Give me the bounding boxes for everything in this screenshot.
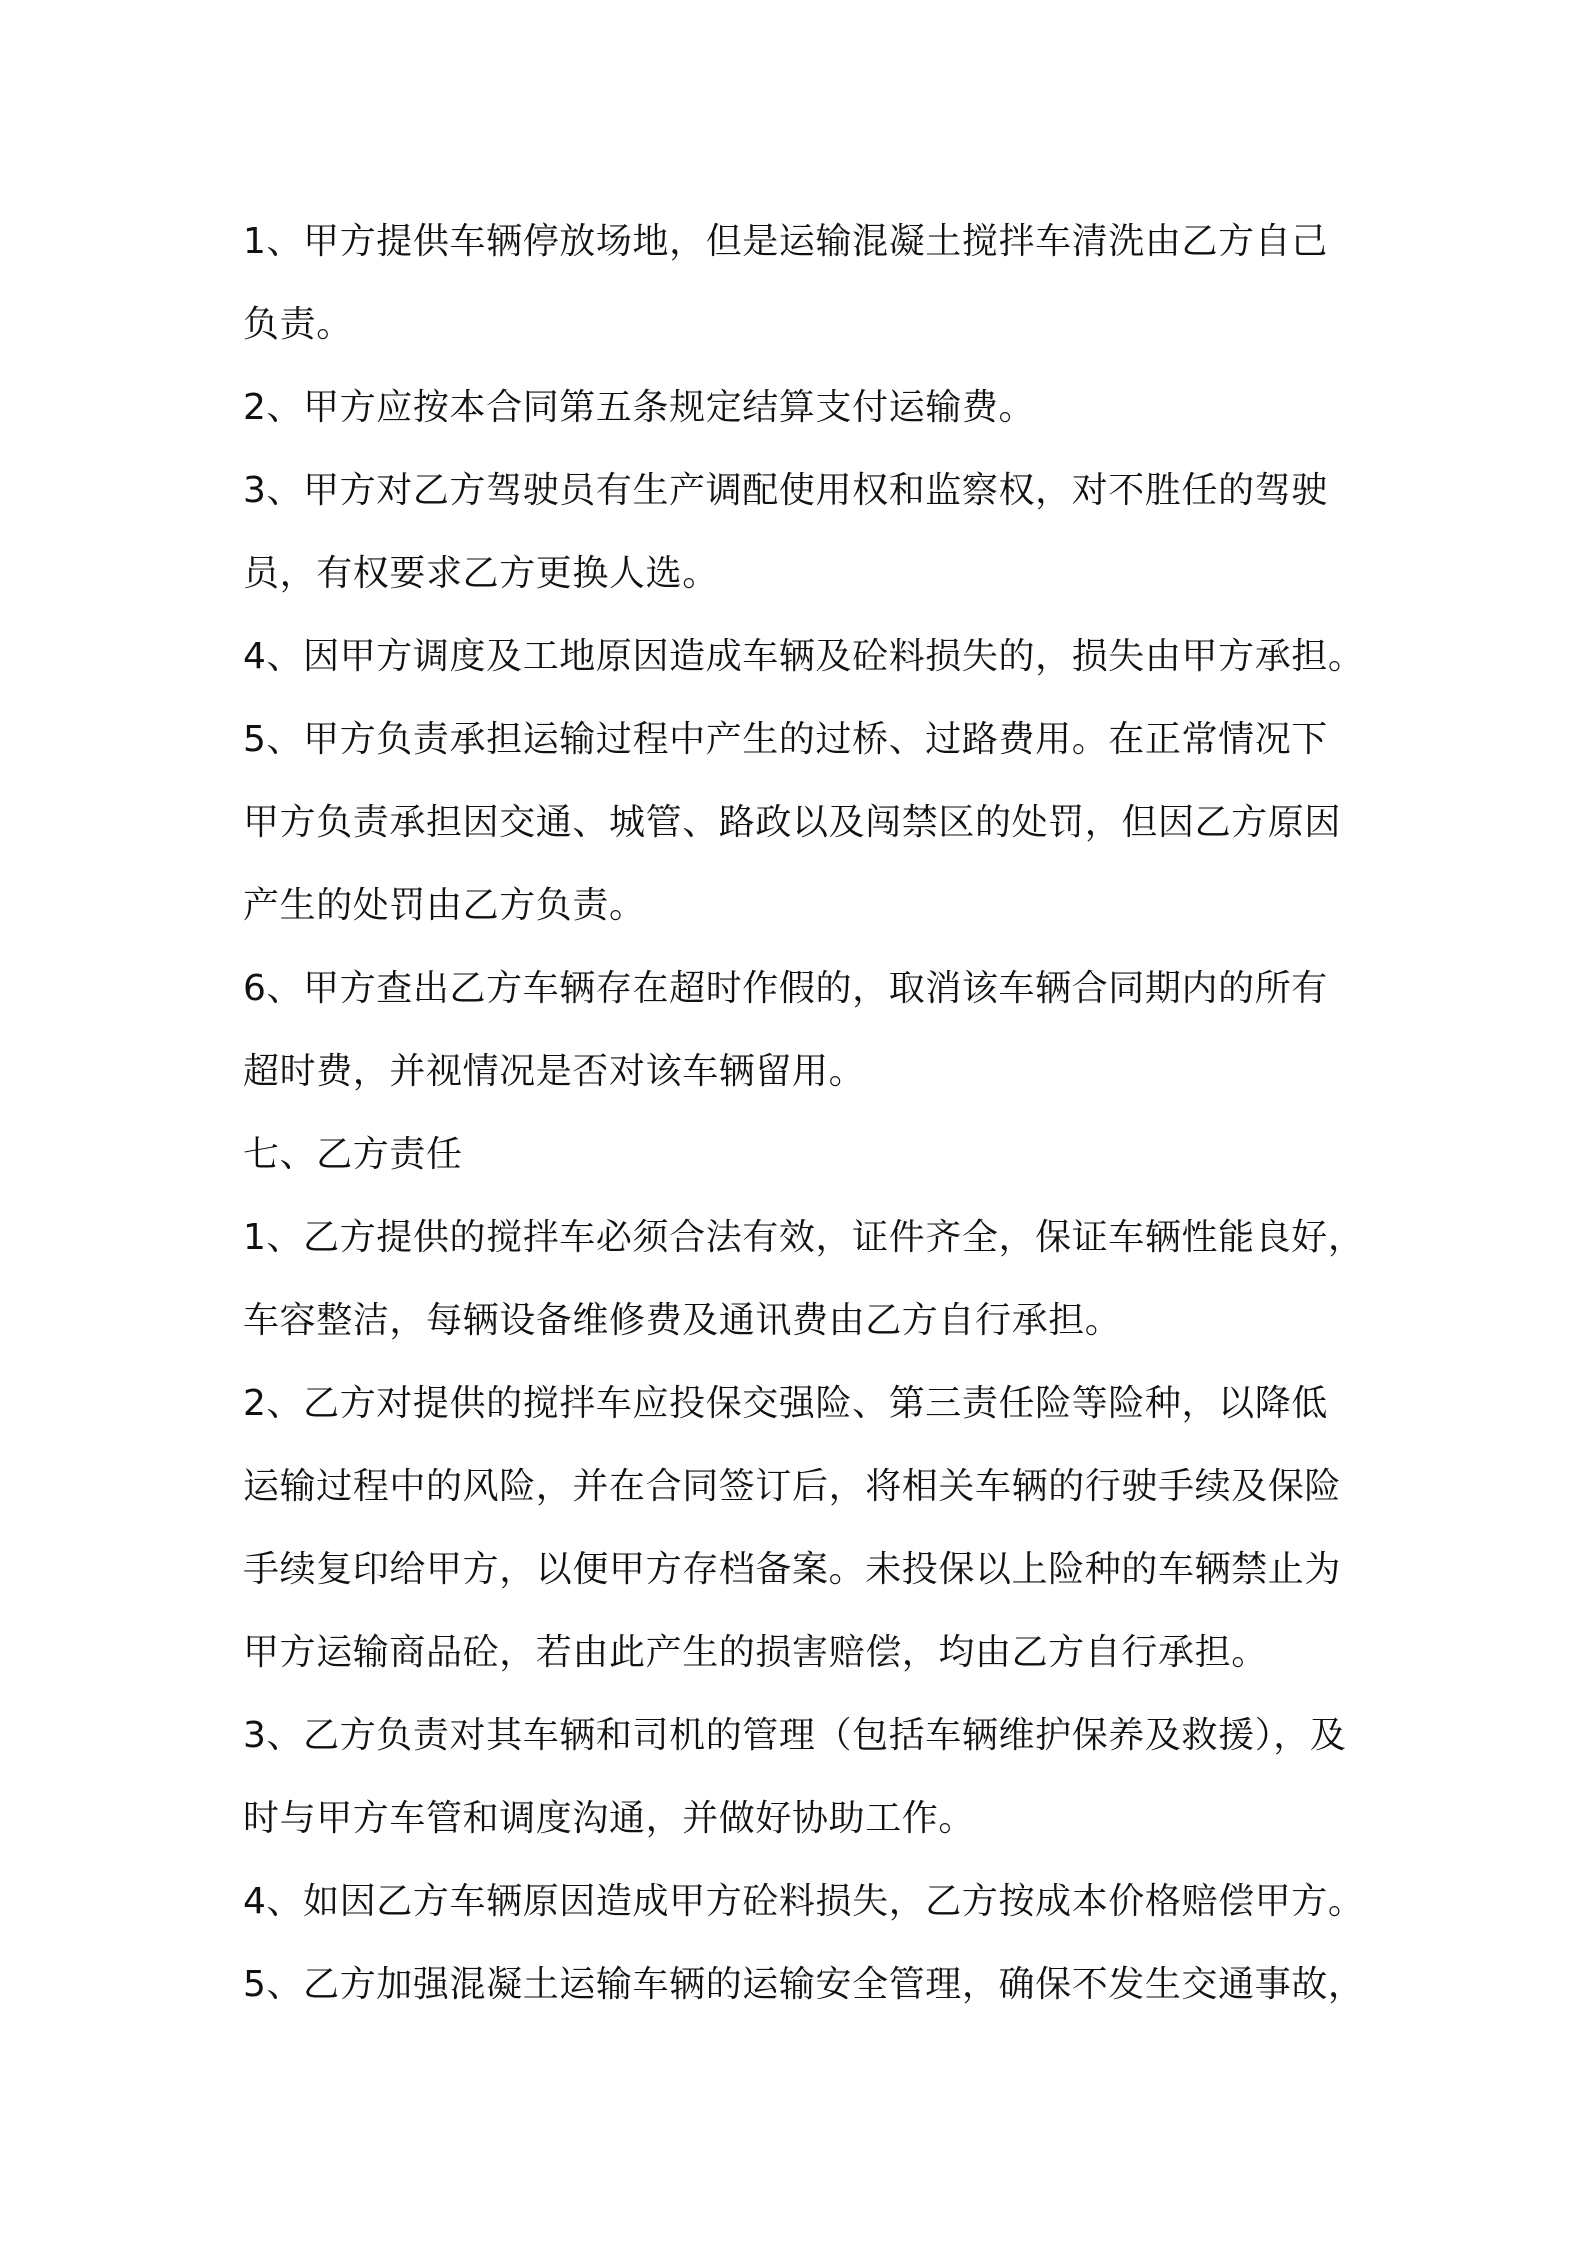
text-line: 3、乙方负责对其车辆和司机的管理（包括车辆维护保养及救援），及 [243, 1715, 1347, 1756]
section-heading: 七、乙方责任 [243, 1134, 463, 1175]
text-line: 甲方运输商品砼，若由此产生的损害赔偿，均由乙方自行承担。 [243, 1632, 1268, 1673]
text-line: 5、甲方负责承担运输过程中产生的过桥、过路费用。在正常情况下 [243, 719, 1328, 760]
text-line: 员，有权要求乙方更换人选。 [243, 553, 719, 594]
text-line: 产生的处罚由乙方负责。 [243, 885, 646, 926]
text-line: 甲方负责承担因交通、城管、路政以及闯禁区的处罚，但因乙方原因 [243, 802, 1342, 843]
text-line: 手续复印给甲方，以便甲方存档备案。未投保以上险种的车辆禁止为 [243, 1549, 1342, 1590]
text-line: 4、如因乙方车辆原因造成甲方砼料损失，乙方按成本价格赔偿甲方。 [243, 1881, 1365, 1922]
text-line: 1、甲方提供车辆停放场地，但是运输混凝土搅拌车清洗由乙方自己 [243, 221, 1328, 262]
text-line: 3、甲方对乙方驾驶员有生产调配使用权和监察权，对不胜任的驾驶 [243, 470, 1328, 511]
text-line: 超时费，并视情况是否对该车辆留用。 [243, 1051, 866, 1092]
text-line: 4、因甲方调度及工地原因造成车辆及砼料损失的，损失由甲方承担。 [243, 636, 1365, 677]
text-line: 2、甲方应按本合同第五条规定结算支付运输费。 [243, 387, 1036, 428]
text-line: 6、甲方查出乙方车辆存在超时作假的，取消该车辆合同期内的所有 [243, 968, 1328, 1009]
text-line: 1、乙方提供的搅拌车必须合法有效，证件齐全，保证车辆性能良好， [243, 1217, 1365, 1258]
text-line: 车容整洁，每辆设备维修费及通讯费由乙方自行承担。 [243, 1300, 1122, 1341]
text-line: 2、乙方对提供的搅拌车应投保交强险、第三责任险等险种，以降低 [243, 1383, 1328, 1424]
text-line: 5、乙方加强混凝土运输车辆的运输安全管理，确保不发生交通事故， [243, 1964, 1365, 2005]
text-line: 负责。 [243, 304, 353, 345]
text-line: 运输过程中的风险，并在合同签订后，将相关车辆的行驶手续及保险 [243, 1466, 1342, 1507]
document-body [243, 200, 1383, 2026]
text-line: 时与甲方车管和调度沟通，并做好协助工作。 [243, 1798, 976, 1839]
